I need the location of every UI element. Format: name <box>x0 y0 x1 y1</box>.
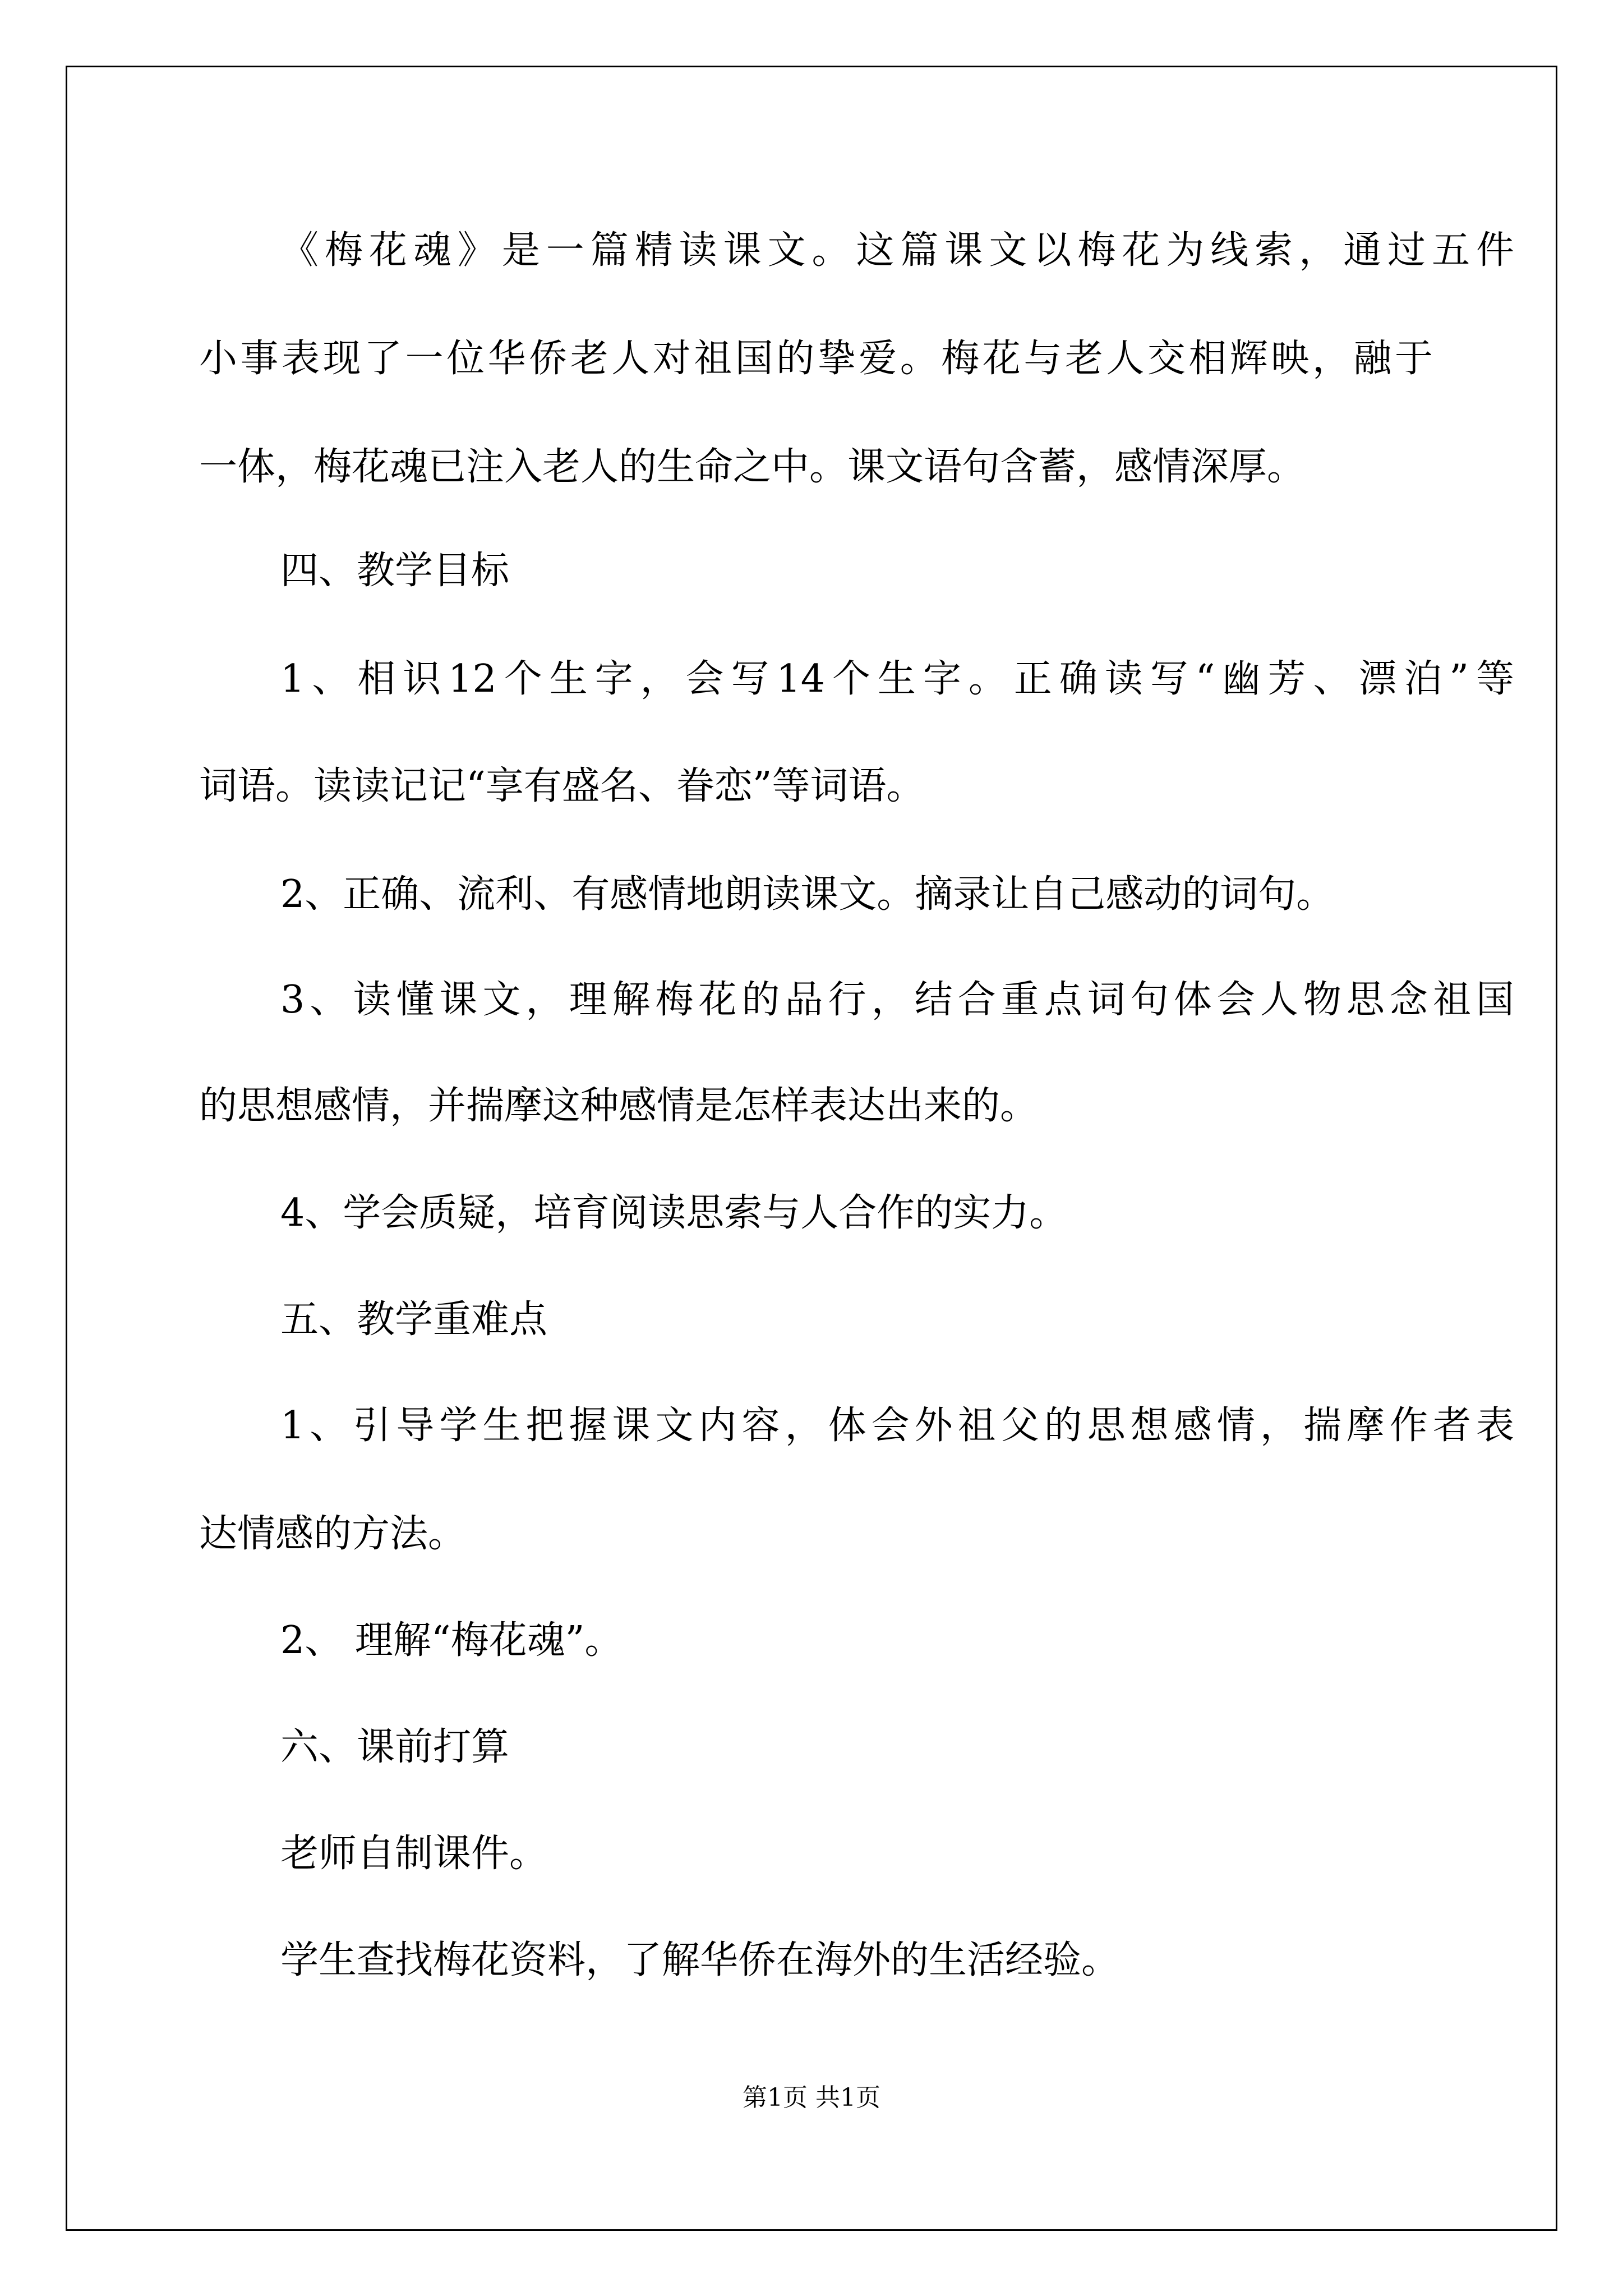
paragraph-line: 小事表现了一位华侨老人对祖国的挚爱。梅花与老人交相辉映，融于 <box>199 337 1433 381</box>
paragraph-line: 4、学会质疑，培育阅读思索与人合作的实力。 <box>280 1191 1068 1235</box>
section-heading: 六、课前打算 <box>280 1725 510 1769</box>
paragraph-line: 老师自制课件。 <box>280 1832 548 1876</box>
paragraph-line: 1、引导学生把握课文内容，体会外祖父的思想感情，揣摩作者表 <box>280 1404 1514 1448</box>
paragraph-line: 的思想感情，并揣摩这种感情是怎样表达出来的。 <box>199 1084 1039 1128</box>
paragraph-line: 达情感的方法。 <box>199 1512 467 1556</box>
paragraph-line: 2、 理解“梅花魂”。 <box>280 1618 623 1663</box>
paragraph-line: 学生查找梅花资料，了解华侨在海外的生活经验。 <box>280 1938 1120 1982</box>
paragraph-line: 词语。读读记记“享有盛名、眷恋”等词语。 <box>199 764 925 808</box>
section-heading: 四、教学目标 <box>280 549 510 593</box>
page-border <box>66 66 1557 2231</box>
section-heading: 五、教学重难点 <box>280 1297 548 1342</box>
paragraph-line: 2、正确、流利、有感情地朗读课文。摘录让自己感动的词句。 <box>280 872 1335 917</box>
paragraph-line: 3、读懂课文，理解梅花的品行，结合重点词句体会人物思念祖国 <box>280 978 1514 1022</box>
paragraph-line: 一体，梅花魂已注入老人的生命之中。课文语句含蓄，感情深厚。 <box>199 445 1306 489</box>
paragraph-line: 1、相识12个生字，会写14个生字。正确读写“幽芳、漂泊”等 <box>280 657 1514 701</box>
paragraph-line: 《梅花魂》是一篇精读课文。这篇课文以梅花为线索，通过五件 <box>280 228 1514 273</box>
page-footer: 第1页 共1页 <box>743 2083 880 2112</box>
